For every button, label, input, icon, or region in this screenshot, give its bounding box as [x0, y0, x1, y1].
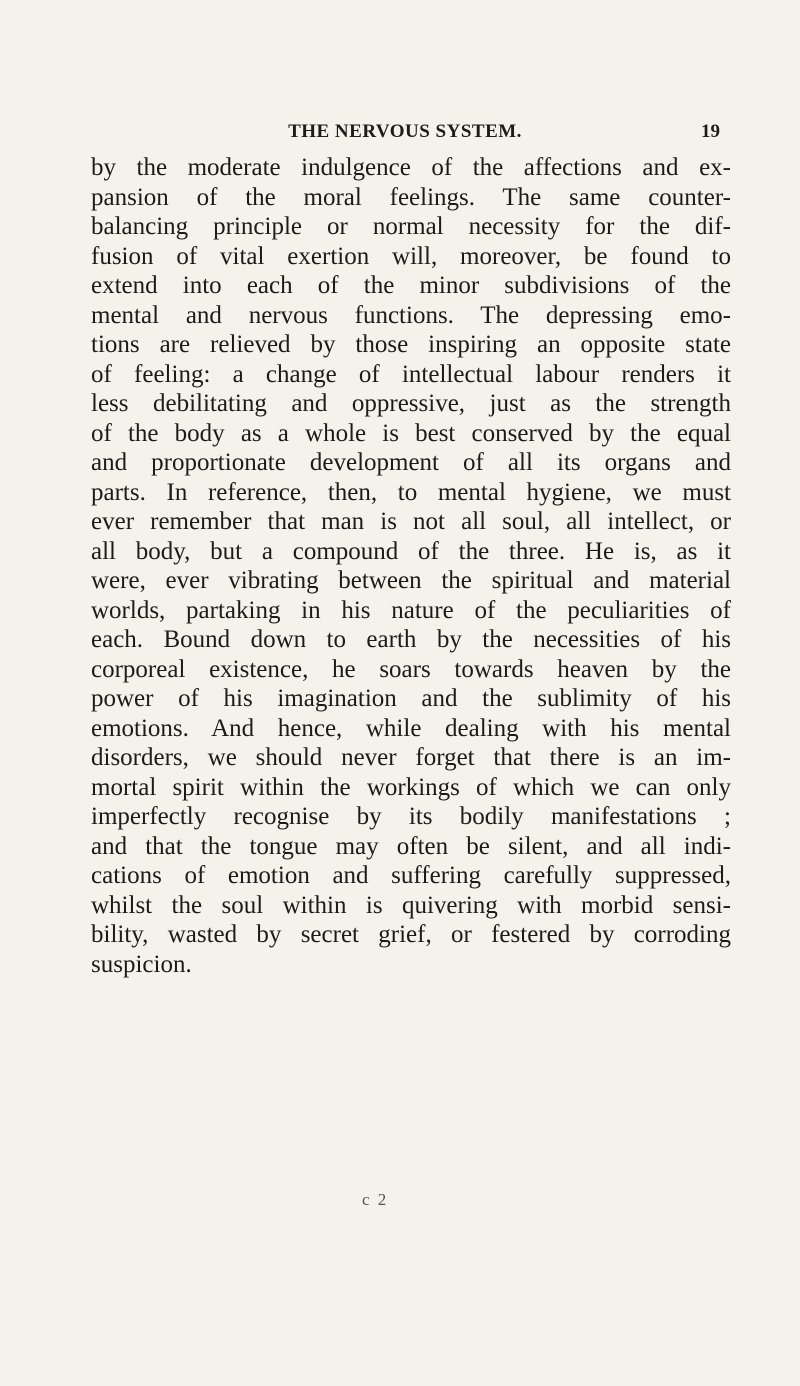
body-paragraph — [91, 153, 731, 979]
text-line: emotions. And hence, while dealing with his mental — [91, 714, 731, 742]
text-line: less debilitating and oppressive, just as the strength — [91, 390, 731, 417]
text-line: corporeal existence, he soars towards heaven by the — [91, 655, 731, 683]
text-line: fusion of vital exertion will, moreover, be found to — [91, 242, 731, 270]
text-line: by the moderate indulgence of the affections and ex- — [91, 154, 731, 181]
page-number: 19 — [701, 121, 720, 142]
text-line: of the body as a whole is best conserved by the equal — [91, 419, 731, 447]
text-line: power of his imagination and the sublimity of his — [91, 685, 731, 712]
text-line: worlds, partaking in his nature of the peculiarities of — [91, 596, 731, 624]
text-line: pansion of the moral feelings. The same counter- — [91, 183, 731, 211]
text-line: suspicion. — [91, 950, 192, 978]
text-line: and proportionate development of all its organs and — [91, 449, 731, 476]
running-head — [90, 121, 720, 147]
running-title: THE NERVOUS SYSTEM. — [288, 121, 522, 142]
text-line: bility, wasted by secret grief, or festered by corroding — [91, 921, 731, 948]
text-line: extend into each of the minor subdivisions of the — [91, 272, 731, 299]
text-line: ever remember that man is not all soul, all intellect, or — [91, 508, 731, 535]
text-line: were, ever vibrating between the spiritual and material — [91, 567, 731, 594]
text-line: tions are relieved by those inspiring an opposite state — [91, 331, 731, 358]
text-line: balancing principle or normal necessity for the dif- — [91, 213, 731, 240]
signature-mark: c 2 — [362, 1190, 389, 1209]
text-line: mental and nervous functions. The depressing emo- — [91, 301, 731, 329]
text-line: mortal spirit within the workings of which we can only — [91, 773, 731, 801]
text-line: parts. In reference, then, to mental hygiene, we must — [91, 478, 731, 506]
text-line: each. Bound down to earth by the necessities of his — [91, 626, 731, 653]
text-line: imperfectly recognise by its bodily manifestations ; — [91, 803, 731, 830]
text-line: and that the tongue may often be silent, and all indi- — [91, 832, 731, 860]
text-line: cations of emotion and suffering carefully suppressed, — [91, 862, 731, 889]
text-line: whilst the soul within is quivering with morbid sensi- — [91, 891, 731, 919]
text-line: of feeling: a change of intellectual labour renders it — [91, 360, 731, 388]
text-line: disorders, we should never forget that there is an im- — [91, 744, 731, 771]
text-line: all body, but a compound of the three. He is, as it — [91, 537, 731, 565]
